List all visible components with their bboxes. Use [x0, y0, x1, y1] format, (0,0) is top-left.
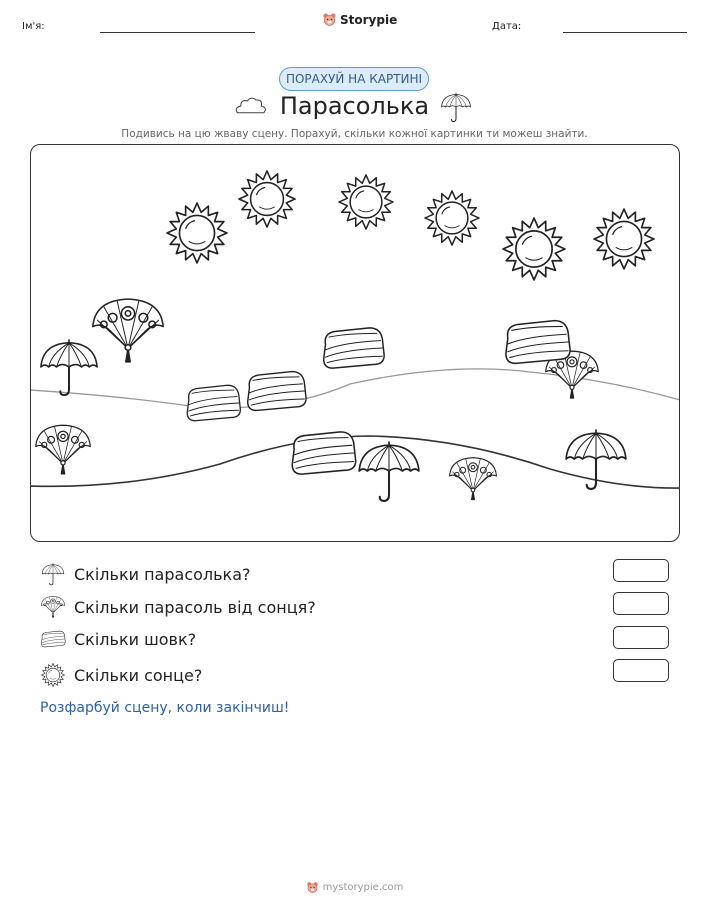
footer [0, 881, 709, 894]
silk-icon [506, 321, 570, 364]
name-line[interactable] [100, 32, 255, 33]
question-text: Скільки сонце? [74, 665, 203, 685]
logo-text: Storypie [340, 12, 398, 27]
counting-scene [30, 144, 680, 542]
answer-box[interactable] [613, 592, 669, 615]
date-label: Дата: [492, 21, 522, 32]
sun-icon [339, 175, 393, 229]
silk-icon [292, 432, 355, 474]
question-row [40, 629, 196, 649]
sun-icon [503, 218, 565, 280]
silk-icon [40, 629, 66, 649]
instructions: Подивись на цю жваву сцену. Порахуй, скільки кожної картинки ти можеш знайти. [121, 128, 588, 140]
fan-icon [449, 458, 496, 500]
count-badge: ПОРАХУЙ НА КАРТИНІ [279, 67, 429, 91]
silk-icon [187, 385, 240, 420]
umbrella-icon [41, 340, 97, 395]
answer-box[interactable] [613, 659, 669, 682]
fan-icon [40, 596, 66, 618]
answer-box[interactable] [613, 559, 669, 582]
page-title: Парасолька [279, 92, 430, 120]
sun-icon [425, 191, 479, 245]
silk-icon [324, 328, 385, 368]
sun-icon [167, 203, 227, 263]
fan-icon [36, 425, 91, 474]
question-text: Скільки парасолька? [74, 564, 251, 584]
sun-icon [239, 171, 295, 227]
bear-icon [322, 12, 337, 27]
name-label: Ім'я: [22, 21, 45, 32]
umbrella-icon [359, 442, 419, 501]
question-row [40, 663, 202, 687]
sun-icon [594, 209, 654, 269]
sun-icon [40, 663, 66, 687]
question-row [40, 562, 251, 586]
answer-box[interactable] [613, 626, 669, 649]
umbrella-icon [566, 430, 626, 489]
question-text: Скільки парасоль від сонця? [74, 597, 316, 617]
date-line[interactable] [563, 32, 687, 33]
question-text: Скільки шовк? [74, 629, 197, 649]
storypie-logo [322, 12, 397, 27]
silk-icon [248, 372, 306, 411]
umbrella-icon [440, 91, 472, 123]
footer-url[interactable]: mystorypie.com [322, 882, 404, 893]
coloring-note: Розфарбуй сцену, коли закінчиш! [40, 700, 290, 716]
question-row [40, 596, 316, 618]
umbrella-icon [40, 562, 66, 586]
fan-icon [93, 299, 163, 362]
bear-icon [306, 881, 319, 894]
